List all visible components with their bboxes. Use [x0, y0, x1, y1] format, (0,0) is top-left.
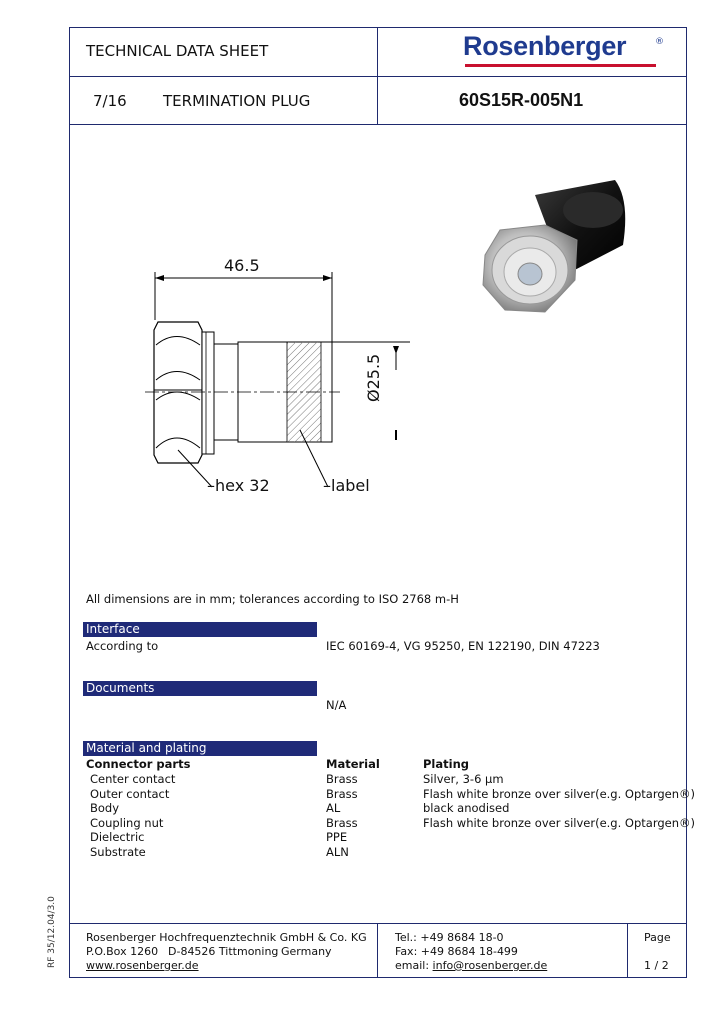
part-name: Center contact: [90, 772, 176, 786]
part-name: Dielectric: [90, 830, 145, 844]
section-interface: Interface: [83, 622, 317, 637]
footer-fax: Fax: +49 8684 18-499: [395, 945, 518, 958]
part-name: Substrate: [90, 845, 146, 859]
part-plating: Silver, 3-6 µm: [423, 772, 504, 786]
doc-title: TECHNICAL DATA SHEET: [86, 42, 269, 60]
footer-email-label: email:: [395, 959, 430, 972]
part-name: Body: [90, 801, 120, 815]
logo-registered-mark: ®: [655, 37, 664, 47]
part-plating: Flash white bronze over silver(e.g. Optargen®): [423, 787, 695, 801]
header-divider: [377, 27, 378, 125]
logo-underline: [465, 64, 656, 67]
label-callout: –label: [323, 476, 370, 495]
footer-company: Rosenberger Hochfrequenztechnik GmbH & Co. KG: [86, 931, 367, 944]
part-material: Brass: [326, 772, 358, 786]
product-photo: [475, 170, 635, 330]
part-plating: black anodised: [423, 801, 510, 815]
footer-pobox: P.O.Box 1260: [86, 945, 159, 958]
page-label: Page: [644, 931, 671, 944]
logo-text: Rosenberger: [463, 31, 627, 61]
footer-city: D-84526 Tittmoning: [168, 945, 279, 958]
interface-value: IEC 60169-4, VG 95250, EN 122190, DIN 47223: [326, 639, 600, 653]
col-header-material: Material: [326, 757, 380, 771]
series-label: 7/16: [93, 92, 127, 110]
label-callout-text: label: [331, 476, 370, 495]
part-name: Outer contact: [90, 787, 170, 801]
footer-email-link[interactable]: info@rosenberger.de: [432, 959, 548, 972]
dimensions-note: All dimensions are in mm; tolerances according to ISO 2768 m-H: [86, 592, 459, 606]
part-number: 60S15R-005N1: [459, 90, 584, 110]
page-number: 1 / 2: [644, 959, 669, 972]
section-documents: Documents: [83, 681, 317, 696]
dim-length-text: 46.5: [224, 256, 260, 275]
part-material: Brass: [326, 816, 358, 830]
hex-label-text: hex 32: [215, 476, 270, 495]
footer-website-link[interactable]: www.rosenberger.de: [86, 959, 199, 972]
col-header-plating: Plating: [423, 757, 469, 771]
interface-label: According to: [86, 639, 159, 653]
col-header-parts: Connector parts: [86, 757, 191, 771]
part-material: Brass: [326, 787, 358, 801]
side-document-code: RF 35/12.04/3.0: [47, 896, 57, 968]
documents-value: N/A: [326, 698, 347, 712]
header-frame-bottom: [69, 76, 687, 125]
footer-email: [395, 959, 547, 972]
footer-tel: Tel.: +49 8684 18-0: [395, 931, 504, 944]
footer-divider-1: [377, 923, 378, 978]
part-material: AL: [326, 801, 341, 815]
footer-country: Germany: [281, 945, 332, 958]
company-logo: [463, 31, 668, 71]
dim-diameter-text: Ø25.5: [364, 353, 383, 402]
part-material: PPE: [326, 830, 348, 844]
hex-label: –hex 32: [207, 476, 270, 495]
product-type: TERMINATION PLUG: [163, 92, 311, 110]
part-plating: Flash white bronze over silver(e.g. Optargen®): [423, 816, 695, 830]
footer-divider-2: [627, 923, 628, 978]
section-material: Material and plating: [83, 741, 317, 756]
part-material: ALN: [326, 845, 349, 859]
part-name: Coupling nut: [90, 816, 164, 830]
